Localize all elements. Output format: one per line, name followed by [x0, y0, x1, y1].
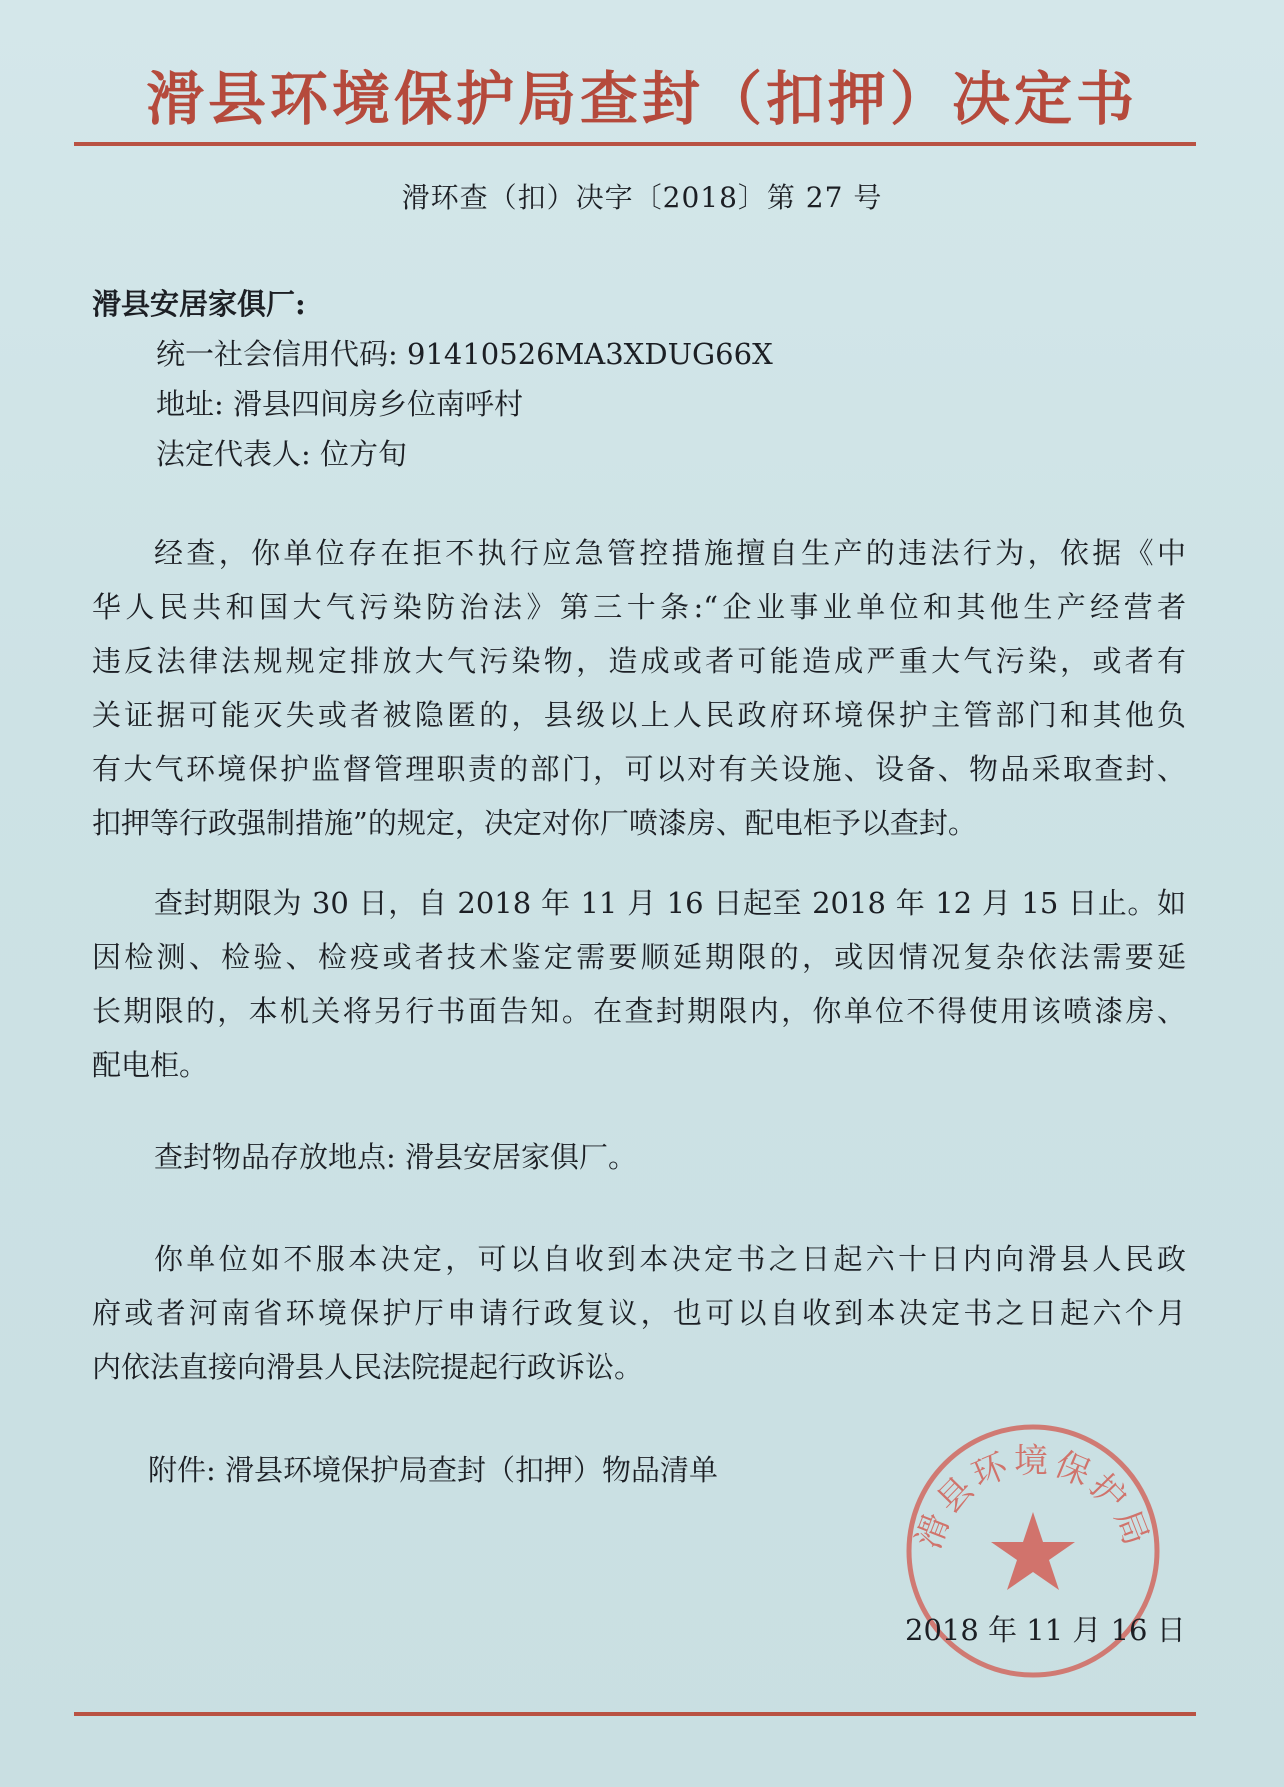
text-line: 关证据可能灭失或者被隐匿的，县级以上人民政府环境保护主管部门和其他负	[92, 698, 1186, 732]
address: 地址: 滑县四间房乡位南呼村	[156, 387, 523, 421]
document-title: 滑县环境保护局查封（扣押）决定书	[145, 65, 1138, 133]
text-line: 查封物品存放地点: 滑县安居家俱厂。	[154, 1140, 637, 1174]
text-line: 府或者河南省环境保护厅申请行政复议，也可以自收到本决定书之日起六个月	[92, 1296, 1186, 1330]
legal-representative: 法定代表人: 位方旬	[156, 437, 407, 471]
text-line: 你单位如不服本决定，可以自收到本决定书之日起六十日内向滑县人民政	[154, 1242, 1186, 1276]
paragraph-violation	[92, 526, 1186, 850]
footer-rule	[74, 1712, 1196, 1716]
paragraph-storage	[92, 1130, 1186, 1184]
title-rule	[74, 142, 1196, 146]
text-line: 配电柜。	[92, 1048, 209, 1082]
document-number: 滑环查（扣）决字〔2018〕第 27 号	[401, 181, 883, 214]
text-line: 内依法直接向滑县人民法院提起行政诉讼。	[92, 1350, 644, 1384]
text-line: 华人民共和国大气污染防治法》第三十条:“企业事业单位和其他生产经营者	[92, 590, 1186, 624]
text-line: 有大气环境保护监督管理职责的部门，可以对有关设施、设备、物品采取查封、	[92, 752, 1186, 786]
attachment-line: 附件: 滑县环境保护局查封（扣押）物品清单	[148, 1453, 718, 1487]
text-line: 违反法律法规规定排放大气污染物，造成或者可能造成严重大气污染，或者有	[92, 644, 1186, 678]
text-line: 扣押等行政强制措施”的规定，决定对你厂喷漆房、配电柜予以查封。	[92, 806, 977, 840]
issue-date: 2018 年 11 月 16 日	[905, 1613, 1186, 1647]
credit-code: 统一社会信用代码: 91410526MA3XDUG66X	[156, 337, 773, 371]
text-line: 因检测、检验、检疫或者技术鉴定需要顺延期限的，或因情况复杂依法需要延	[92, 940, 1186, 974]
text-line: 长期限的，本机关将另行书面告知。在查封期限内，你单位不得使用该喷漆房、	[92, 994, 1186, 1028]
text-line: 查封期限为 30 日，自 2018 年 11 月 16 日起至 2018 年 12 月 15 日止。如	[154, 886, 1186, 920]
paragraph-period	[92, 876, 1186, 1092]
recipient-name: 滑县安居家俱厂:	[92, 287, 306, 321]
text-line: 经查，你单位存在拒不执行应急管控措施擅自生产的违法行为，依据《中	[154, 536, 1186, 570]
paragraph-appeal	[92, 1232, 1186, 1394]
seal-text: 滑县环境保护局	[908, 1441, 1158, 1555]
